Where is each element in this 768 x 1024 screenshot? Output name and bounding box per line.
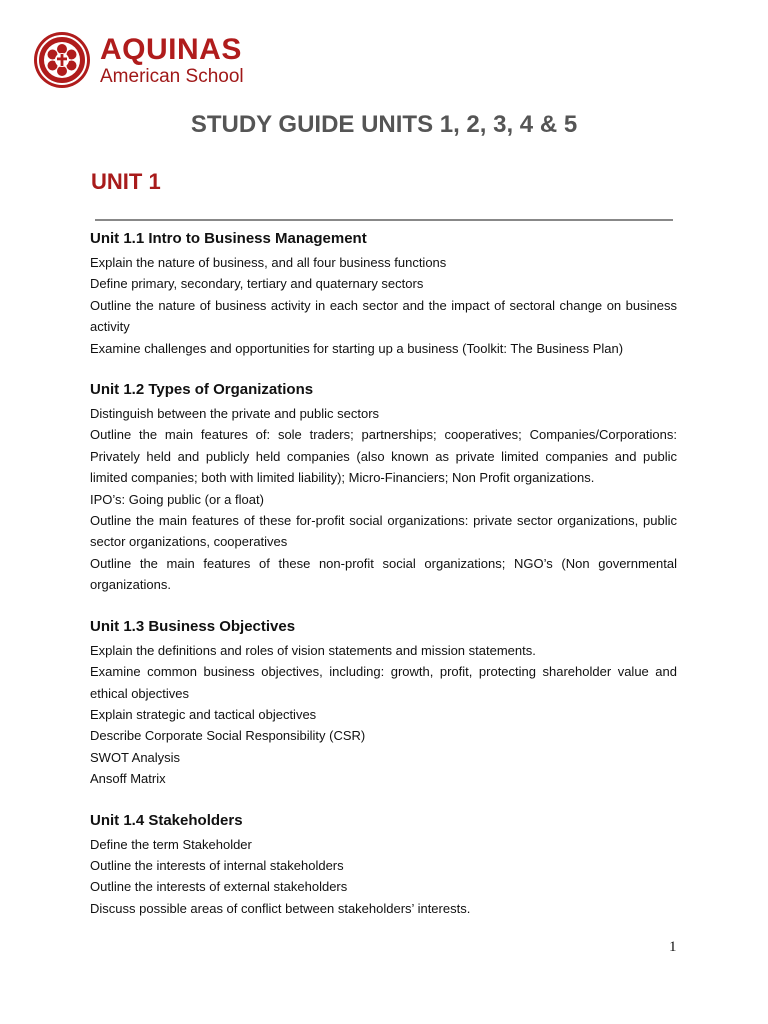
section-heading: Unit 1.2 Types of Organizations [90, 381, 314, 399]
school-name: AQUINAS [100, 32, 242, 66]
section-line: Outline the main features of: sole traders; partnerships; cooperatives; Companies/Corporations: Privately held and publicly held companies (also known as private limited companies and public limited companies; both with limited liability); Micro-Financiers; Non Profit organizations. [90, 427, 677, 486]
section-line: Define the term Stakeholder [90, 836, 252, 852]
section-line: Explain strategic and tactical objectives [90, 706, 317, 722]
unit-title: UNIT 1 [91, 169, 161, 194]
section-line: Outline the main features of these non-profit social organizations; NGO’s (Non governmental organizations. [90, 555, 677, 593]
section-line: Define primary, secondary, tertiary and quaternary sectors [90, 276, 424, 292]
school-seal-icon [32, 30, 92, 90]
divider [95, 219, 673, 221]
section-line: Examine challenges and opportunities for starting up a business (Toolkit: The Business Plan) [90, 340, 624, 356]
section-line: Examine common business objectives, including: growth, profit, protecting shareholder value and ethical objectives [90, 664, 677, 701]
section-line: Discuss possible areas of conflict between stakeholders’ interests. [90, 900, 471, 916]
study-guide-content [90, 228, 677, 939]
section-line: Outline the main features of these for-profit social organizations: private sector organizations, public sector organizations, cooperatives [90, 513, 677, 550]
school-subtitle: American School [100, 65, 244, 87]
section-line: Distinguish between the private and public sectors [90, 406, 380, 422]
section-line: Explain the definitions and roles of vision statements and mission statements. [90, 642, 536, 658]
section-line: Outline the interests of external stakeholders [90, 879, 348, 895]
section-line: Outline the nature of business activity in each sector and the impact of sectoral change on business activity [90, 297, 677, 335]
section-line: SWOT Analysis [90, 749, 181, 765]
document-title: STUDY GUIDE UNITS 1, 2, 3, 4 & 5 [190, 111, 578, 138]
section-heading: Unit 1.4 Stakeholders [90, 811, 243, 829]
section-line: Explain the nature of business, and all four business functions [90, 255, 447, 270]
page-number: 1 [669, 939, 677, 955]
section-heading: Unit 1.1 Intro to Business Management [90, 230, 367, 247]
section-line: Outline the interests of internal stakeholders [90, 857, 344, 873]
section-line: Describe Corporate Social Responsibility (CSR) [90, 728, 366, 744]
school-logo [32, 30, 244, 90]
section-unit-1-3 [90, 616, 677, 790]
section-heading: Unit 1.3 Business Objectives [90, 617, 296, 635]
section-unit-1-1 [90, 228, 677, 359]
section-unit-1-2 [90, 379, 677, 596]
section-line: Ansoff Matrix [90, 771, 166, 787]
section-unit-1-4 [90, 810, 677, 920]
section-line: IPO’s: Going public (or a float) [90, 491, 264, 507]
